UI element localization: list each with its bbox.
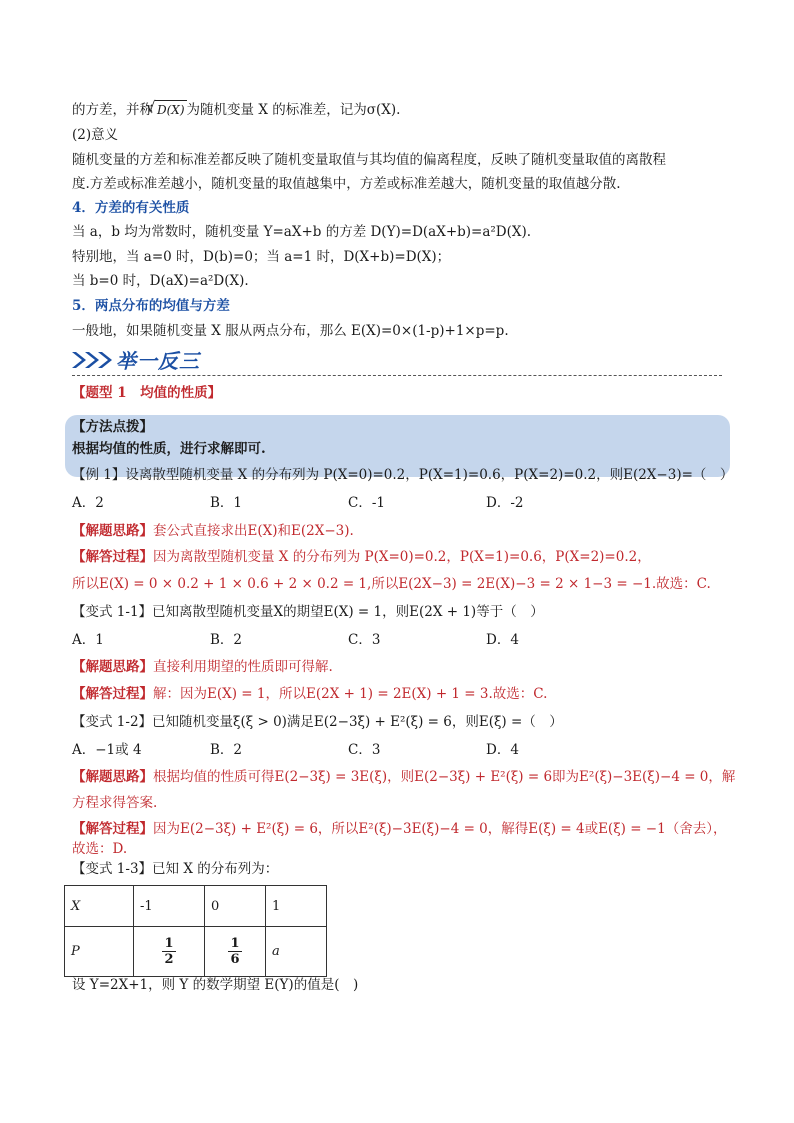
cell-x-3: 1 <box>266 886 327 927</box>
property-line-2: 特别地，当 a=0 时，D(b)=0；当 a=1 时，D(X+b)=D(X)； <box>72 249 451 265</box>
variant-1-2-option-b: B．2 <box>210 742 243 758</box>
example-1-option-b: B．1 <box>210 495 243 511</box>
cell-x-1: -1 <box>134 886 205 927</box>
cell-x-label: X <box>65 886 134 927</box>
variant-1-3-question: 【变式 1-3】已知 X 的分布列为： <box>72 861 279 877</box>
property-line-1: 当 a，b 均为常数时，随机变量 Y=aX+b 的方差 D(Y)=D(aX+b)=a²D(X). <box>72 224 532 240</box>
variant-1-2-option-d: D．4 <box>486 742 519 758</box>
variant-1-2-process-2: 故选：D. <box>72 841 128 857</box>
banner-title: 举一反三 <box>116 349 200 373</box>
variant-1-1-option-d: D．4 <box>486 632 519 648</box>
example-1-process-1: 【解答过程】因为离散型随机变量 X 的分布列为 P(X=0)=0.2，P(X=1)=0.6，P(X=2)=0.2， <box>72 549 651 565</box>
variant-1-2-idea-1: 【解题思路】根据均值的性质可得E(2−3ξ) = 3E(ξ)，则E(2−3ξ) + E²(ξ) = 6即为E²(ξ)−3E(ξ)−4 = 0，解 <box>72 769 736 785</box>
section-4-title: 4．方差的有关性质 <box>72 200 190 216</box>
variant-1-2-idea-2: 方程求得答案. <box>72 795 158 811</box>
variance-definition-line: 的方差，并称√ D(X) 为随机变量 X 的标准差，记为σ(X). <box>72 100 400 119</box>
section-5-title: 5．两点分布的均值与方差 <box>72 298 230 314</box>
variant-1-1-question: 【变式 1-1】已知离散型随机变量X的期望E(X) = 1，则E(2X + 1)等于（ ） <box>72 604 544 620</box>
meaning-heading: (2)意义 <box>72 127 119 143</box>
variant-1-3-tail: 设 Y=2X+1，则 Y 的数学期望 E(Y)的值是( ) <box>72 977 359 993</box>
variant-1-2-option-c: C．3 <box>348 742 381 758</box>
meaning-text-1: 随机变量的方差和标准差都反映了随机变量取值与其均值的偏离程度，反映了随机变量取值的离散程 <box>72 152 666 168</box>
example-1-option-a: A．2 <box>72 495 104 511</box>
meaning-text-2: 度.方差或标准差越小，随机变量的取值越集中，方差或标准差越大，随机变量的取值越分散. <box>72 176 621 192</box>
sqrt-dx: √ D(X) <box>155 100 187 119</box>
fraction-one-half: $\frac{1}{2}$ <box>164 936 174 967</box>
variant-1-1-option-b: B．2 <box>210 632 243 648</box>
two-point-distribution-line: 一般地，如果随机变量 X 服从两点分布，那么 E(X)=0×(1-p)+1×p=p. <box>72 323 509 339</box>
cell-p-3: a <box>266 927 327 977</box>
method-tip-title: 【方法点拨】 <box>72 419 153 435</box>
property-line-3: 当 b=0 时，D(aX)=a²D(X). <box>72 273 249 289</box>
example-1-process-2: 所以E(X) = 0 × 0.2 + 1 × 0.6 + 2 × 0.2 = 1,所以E(2X−3) = 2E(X)−3 = 2 × 1−3 = −1.故选：C. <box>72 576 711 592</box>
cell-p-1 <box>134 927 205 977</box>
table-row-x <box>65 886 327 927</box>
variant-1-1-process: 【解答过程】解：因为E(X) = 1，所以E(2X + 1) = 2E(X) + 1 = 3.故选：C. <box>72 686 548 702</box>
cell-p-label: P <box>65 927 134 977</box>
example-1-option-d: D．-2 <box>486 495 524 511</box>
variant-1-2-process-1: 【解答过程】因为E(2−3ξ) + E²(ξ) = 6，所以E²(ξ)−3E(ξ)−4 = 0，解得E(ξ) = 4或E(ξ) = −1（舍去）， <box>72 821 727 837</box>
variant-1-1-option-c: C．3 <box>348 632 381 648</box>
table-row-p <box>65 927 327 977</box>
variant-1-1-option-a: A．1 <box>72 632 104 648</box>
variant-1-1-idea: 【解题思路】直接利用期望的性质即可得解. <box>72 659 333 675</box>
cell-p-2 <box>205 927 266 977</box>
example-1-option-c: C．-1 <box>348 495 385 511</box>
variant-1-2-question: 【变式 1-2】已知随机变量ξ(ξ > 0)满足E(2−3ξ) + E²(ξ) = 6，则E(ξ) =（ ） <box>72 714 563 730</box>
cell-x-2: 0 <box>205 886 266 927</box>
banner-divider <box>72 375 722 376</box>
example-1-idea: 【解题思路】套公式直接求出E(X)和E(2X−3). <box>72 523 354 539</box>
question-type-1-title: 【题型 1 均值的性质】 <box>72 385 222 401</box>
variant-1-2-option-a: A．−1或 4 <box>72 742 142 758</box>
distribution-table <box>64 885 327 977</box>
triple-arrow-icon <box>72 348 118 374</box>
section-banner <box>72 345 722 375</box>
method-tip-text: 根据均值的性质，进行求解即可. <box>72 441 266 457</box>
example-1-question: 【例 1】设离散型随机变量 X 的分布列为 P(X=0)=0.2，P(X=1)=0.6，P(X=2)=0.2，则E(2X−3)=（ ） <box>72 467 734 483</box>
fraction-one-sixth: $\frac{1}{6}$ <box>230 936 240 967</box>
